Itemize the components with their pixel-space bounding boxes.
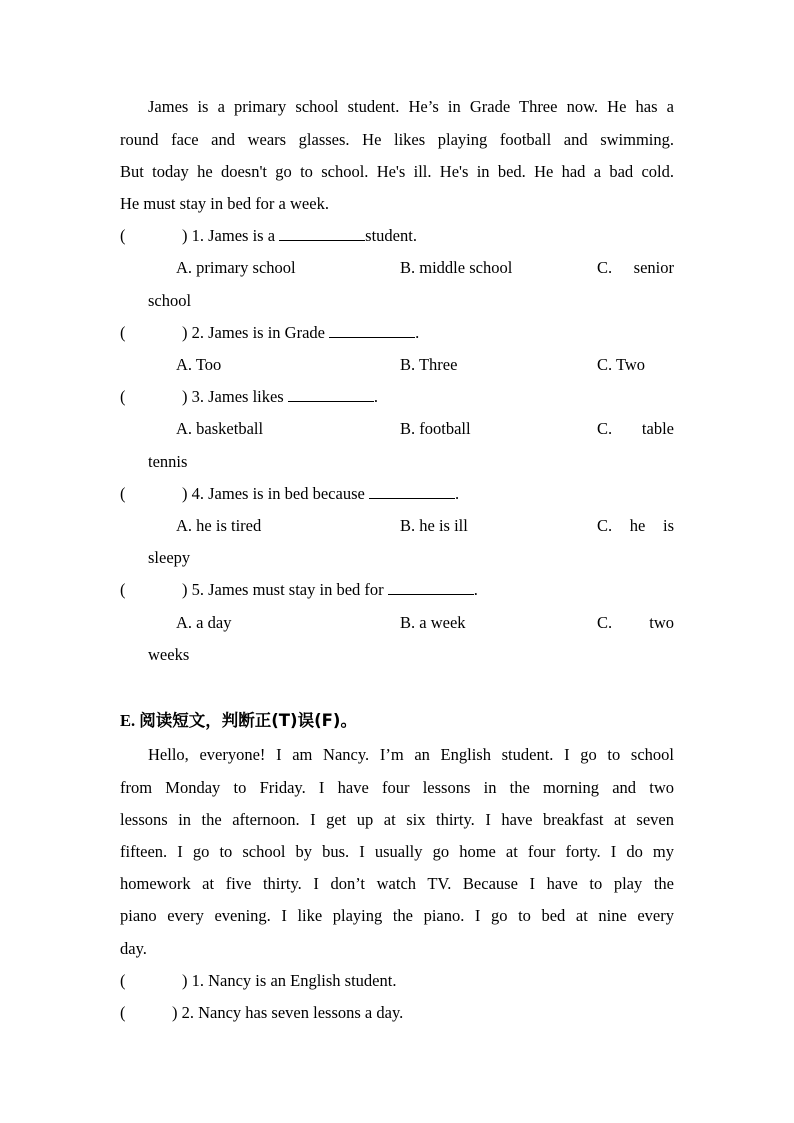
- question-text: ) 3. James likes .: [182, 381, 378, 413]
- options-d-5: [176, 607, 674, 639]
- answer-blank: [288, 383, 374, 402]
- passage-d-line-2: round face and wears glasses. He likes playing football and swimming.: [120, 130, 674, 149]
- question-text: ) 5. James must stay in bed for .: [182, 574, 478, 606]
- option-b: B. middle school: [400, 258, 513, 277]
- section-e-title: 阅读短文，判断正(T)误(F)。: [139, 711, 357, 730]
- option-b: B. a week: [400, 613, 466, 632]
- option-c: C. senior: [597, 258, 674, 277]
- options-d-4: [176, 510, 674, 542]
- passage-e-line-5: homework at five thirty. I don’t watch TV. Because I have to play the: [120, 874, 674, 893]
- passage-e-line-2: from Monday to Friday. I have four lessons in the morning and two: [120, 778, 674, 797]
- answer-blank: [279, 222, 365, 241]
- passage-e-line-4: fifteen. I go to school by bus. I usually go home at four forty. I do my: [120, 842, 674, 861]
- option-b: B. Three: [400, 355, 458, 374]
- question-d-3: [120, 381, 674, 413]
- options-d-2: [176, 349, 674, 381]
- question-text: ) 1. Nancy is an English student.: [182, 971, 397, 990]
- question-text: ) 2. James is in Grade .: [182, 317, 419, 349]
- question-text: ) 1. James is a student.: [182, 220, 417, 252]
- passage-d-line-1: James is a primary school student. He’s in Grade Three now. He has a: [148, 97, 674, 116]
- answer-paren: (: [120, 971, 126, 990]
- passage-e-line-3: lessons in the afternoon. I get up at six thirty. I have breakfast at seven: [120, 810, 674, 829]
- passage-d-line-4: He must stay in bed for a week.: [120, 194, 329, 213]
- passage-e-line-1: Hello, everyone! I am Nancy. I’m an English student. I go to school: [148, 745, 674, 764]
- answer-paren: (: [120, 387, 126, 406]
- option-a: A. Too: [176, 355, 222, 374]
- option-c-wrap: tennis: [148, 452, 188, 471]
- option-a: A. primary school: [176, 258, 296, 277]
- question-e-1: [120, 965, 674, 997]
- question-e-2: [120, 997, 674, 1029]
- options-d-3: [176, 413, 674, 445]
- option-a: A. a day: [176, 613, 232, 632]
- option-b: B. football: [400, 419, 471, 438]
- question-d-4: [120, 478, 674, 510]
- answer-blank: [369, 480, 455, 499]
- option-c-wrap: sleepy: [148, 548, 191, 567]
- passage-e-line-6: piano every evening. I like playing the piano. I go to bed at nine every: [120, 906, 674, 925]
- answer-paren: (: [120, 484, 126, 503]
- answer-paren: (: [120, 323, 126, 342]
- option-c: C. he is: [597, 516, 674, 535]
- passage-e-line-7: day.: [120, 939, 147, 958]
- option-a: A. basketball: [176, 419, 264, 438]
- options-d-1: [176, 252, 674, 284]
- option-c-wrap: school: [148, 291, 192, 310]
- option-b: B. he is ill: [400, 516, 468, 535]
- question-d-5: [120, 574, 674, 606]
- section-e-heading: [120, 705, 357, 737]
- question-d-2: [120, 317, 674, 349]
- option-a: A. he is tired: [176, 516, 262, 535]
- question-d-1: [120, 220, 674, 252]
- answer-blank: [388, 576, 474, 595]
- option-c-wrap: weeks: [148, 645, 190, 664]
- answer-blank: [329, 319, 415, 338]
- answer-paren: (: [120, 1003, 126, 1022]
- option-c: C. two: [597, 613, 674, 632]
- section-e-label: E.: [120, 711, 136, 730]
- option-c: C. Two: [597, 355, 646, 374]
- question-text: ) 2. Nancy has seven lessons a day.: [172, 1003, 404, 1022]
- answer-paren: (: [120, 580, 126, 599]
- option-c: C. table: [597, 419, 674, 438]
- answer-paren: (: [120, 226, 126, 245]
- passage-d-line-3: But today he doesn't go to school. He's ill. He's in bed. He had a bad cold.: [120, 162, 674, 181]
- question-text: ) 4. James is in bed because .: [182, 478, 459, 510]
